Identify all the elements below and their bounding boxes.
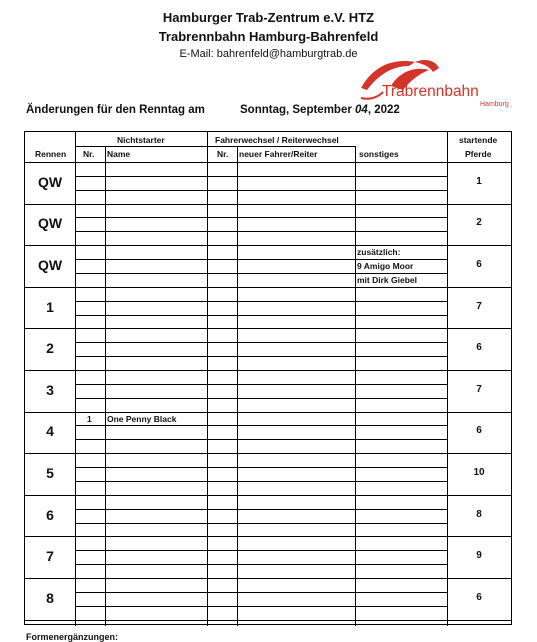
race-subrow-line <box>75 550 447 551</box>
header-sonstiges: sonstiges <box>359 149 399 159</box>
wechsel-left-line <box>207 132 208 626</box>
changes-table <box>24 131 512 625</box>
starter-count: 8 <box>476 508 482 520</box>
race-label: 7 <box>46 548 54 565</box>
race-block-line <box>25 287 511 288</box>
race-block-line <box>25 204 511 205</box>
race-subrow-line <box>75 176 447 177</box>
race-date: Sonntag, September 04, 2022 <box>240 104 400 116</box>
email-line: E-Mail: bahrenfeld@hamburgtrab.de <box>179 48 358 60</box>
race-subrow-line <box>75 190 447 191</box>
race-block-line <box>25 578 511 579</box>
nichtstarter-left-line <box>75 132 76 626</box>
race-subrow-line <box>75 356 447 357</box>
header-sub-line <box>75 146 355 147</box>
logo-wordmark: Trabrennbahn <box>382 83 479 100</box>
race-subrow-line <box>75 439 447 440</box>
starter-count: 9 <box>476 550 482 562</box>
starter-count: 6 <box>476 342 482 354</box>
race-subrow-line <box>75 481 447 482</box>
race-subrow-line <box>75 342 447 343</box>
starter-count: 2 <box>476 217 482 229</box>
footer-label: Formenergänzungen: <box>26 632 119 642</box>
race-block-line <box>25 536 511 537</box>
race-subrow-line <box>75 467 447 468</box>
race-block-line <box>25 620 511 621</box>
race-block-line <box>25 370 511 371</box>
race-subrow-line <box>75 425 447 426</box>
sonstiges-note: mit Dirk Giebel <box>357 274 417 285</box>
header-neuer-fahrer: neuer Fahrer/Reiter <box>239 149 318 159</box>
race-subrow-line <box>75 606 447 607</box>
race-subrow-line <box>75 564 447 565</box>
header-rennen: Rennen <box>35 149 67 159</box>
race-subrow-line <box>75 523 447 524</box>
logo-subtitle: Hamburg <box>480 101 509 108</box>
header-bottom-line <box>25 162 511 163</box>
org-title: Hamburger Trab-Zentrum e.V. HTZ <box>162 10 375 25</box>
race-label: 5 <box>46 465 54 481</box>
race-label: QW <box>37 173 63 190</box>
race-subrow-line <box>75 509 447 510</box>
race-subrow-line <box>75 592 447 593</box>
header-pferde: Pferde <box>465 149 492 159</box>
nichtstarter-name: One Penny Black <box>107 413 177 424</box>
starter-count: 7 <box>476 300 482 312</box>
starter-count: 6 <box>476 425 482 437</box>
race-block-line <box>25 328 511 329</box>
starter-count: 6 <box>476 591 482 603</box>
header-nichtstarter: Nichtstarter <box>117 135 165 145</box>
race-subrow-line <box>75 301 447 302</box>
race-block-line <box>25 245 511 246</box>
nichtstarter-nr: 1 <box>87 413 92 424</box>
race-block-line <box>25 453 511 454</box>
starter-count: 10 <box>473 467 485 478</box>
race-subrow-line <box>75 217 447 218</box>
sonstiges-note: 9 Amigo Moor <box>357 261 414 272</box>
race-subrow-line <box>75 315 447 316</box>
race-subrow-line <box>75 231 447 232</box>
race-subrow-line <box>75 384 447 385</box>
race-label: 1 <box>46 298 54 315</box>
starter-count: 6 <box>476 259 482 270</box>
venue-title: Trabrennbahn Hamburg-Bahrenfeld <box>158 29 379 44</box>
header-fahrerwechsel: Fahrerwechsel / Reiterwechsel <box>215 135 339 145</box>
race-subrow-line <box>75 398 447 399</box>
race-subrow-line <box>75 273 447 274</box>
header-startende: startende <box>459 135 498 145</box>
race-block-line <box>25 412 511 413</box>
starter-count: 1 <box>476 175 482 187</box>
race-label: QW <box>37 215 63 232</box>
sonstiges-note: zusätzlich: <box>357 247 401 258</box>
race-label: 3 <box>46 381 54 398</box>
race-subrow-line <box>75 259 447 260</box>
starter-count: 7 <box>476 383 482 395</box>
race-block-line <box>25 495 511 496</box>
header-nr-wechsel: Nr. <box>217 149 229 159</box>
race-label: QW <box>37 257 63 273</box>
race-label: 2 <box>46 340 54 357</box>
header-nr-nichtstarter: Nr. <box>83 149 95 159</box>
race-label: 4 <box>46 423 54 440</box>
race-label: 8 <box>46 589 54 606</box>
race-label: 6 <box>46 506 54 523</box>
changes-label: Änderungen für den Renntag am <box>26 104 205 116</box>
header-name: Name <box>107 149 131 159</box>
